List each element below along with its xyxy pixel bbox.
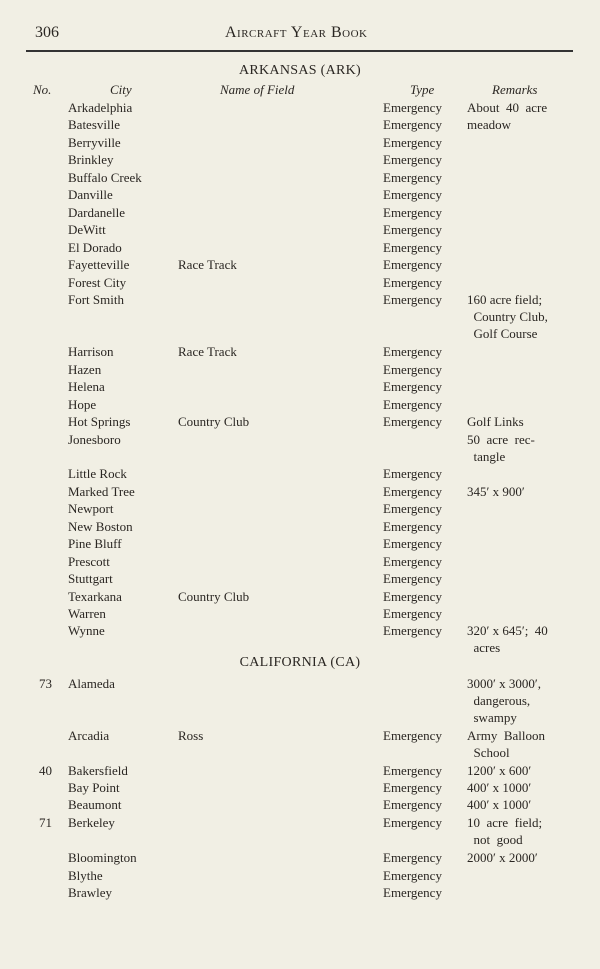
field-type: Emergency [383,484,442,499]
remarks-text: 2000′ x 2000′ [467,850,538,865]
city-name: Jonesboro [68,432,121,447]
column-header-field: Name of Field [220,82,295,97]
field-type: Emergency [383,117,442,132]
field-type: Emergency [383,606,442,621]
city-name: Berryville [68,135,121,150]
city-name: Bakersfield [68,763,128,778]
remarks-text: 345′ x 900′ [467,484,525,499]
remarks-text: meadow [467,117,512,132]
field-type: Emergency [383,780,442,795]
city-name: Dardanelle [68,205,126,220]
city-name: Harrison [68,344,114,359]
remarks-text: 50 acre rec- tangle [467,432,535,464]
city-name: Blythe [68,868,103,883]
remarks-text: 3000′ x 3000′, dangerous, swampy [467,676,541,725]
city-name: Bloomington [68,850,137,865]
city-name: Hot Springs [68,414,131,429]
city-name: Alameda [68,676,115,691]
city-name: Prescott [68,554,110,569]
city-name: Danville [68,187,113,202]
field-name: Race Track [178,344,237,359]
field-type: Emergency [383,170,442,185]
city-name: Arkadelphia [68,100,133,115]
field-type: Emergency [383,362,442,377]
city-name: Buffalo Creek [68,170,142,185]
remarks-text: 400′ x 1000′ [467,780,532,795]
page-number: 306 [35,24,59,41]
column-header-city: City [110,82,132,97]
column-header-no: No. [33,82,52,97]
field-type: Emergency [383,414,442,429]
field-type: Emergency [383,275,442,290]
field-type: Emergency [383,152,442,167]
running-head [35,24,570,46]
remarks-text: 160 acre field; Country Club, Golf Course [467,292,548,341]
column-header-remarks: Remarks [492,82,538,97]
entry-number: 71 [39,815,52,830]
city-name: Texarkana [68,589,122,604]
city-name: DeWitt [68,222,106,237]
header-rule [26,50,573,52]
city-name: Little Rock [68,466,127,481]
field-name: Country Club [178,414,250,429]
field-type: Emergency [383,763,442,778]
section-heading-arkansas: ARKANSAS (ARK) [238,63,362,78]
field-type: Emergency [383,815,442,830]
field-type: Emergency [383,519,442,534]
city-name: Beaumont [68,797,122,812]
city-name: Bay Point [68,780,120,795]
field-type: Emergency [383,466,442,481]
entry-number: 40 [39,763,52,778]
field-type: Emergency [383,571,442,586]
city-name: Batesville [68,117,120,132]
field-type: Emergency [383,501,442,516]
field-type: Emergency [383,623,442,638]
city-name: Newport [68,501,114,516]
field-name: Race Track [178,257,237,272]
remarks-text: 320′ x 645′; 40 acres [467,623,548,655]
city-name: Stuttgart [68,571,113,586]
field-type: Emergency [383,885,442,900]
field-type: Emergency [383,257,442,272]
remarks-text: Golf Links [467,414,524,429]
city-name: Berkeley [68,815,115,830]
field-type: Emergency [383,536,442,551]
remarks-text: 400′ x 1000′ [467,797,532,812]
city-name: Marked Tree [68,484,135,499]
city-name: Warren [68,606,106,621]
city-name: Brinkley [68,152,114,167]
field-type: Emergency [383,589,442,604]
remarks-text: About 40 acre [467,100,548,115]
city-name: Fayetteville [68,257,130,272]
field-type: Emergency [383,240,442,255]
city-name: Pine Bluff [68,536,122,551]
section-heading-california: CALIFORNIA (CA) [239,655,361,670]
field-name: Ross [178,728,204,743]
city-name: Hazen [68,362,102,377]
field-type: Emergency [383,397,442,412]
remarks-text: Army Balloon School [467,728,545,760]
field-type: Emergency [383,100,442,115]
city-name: El Dorado [68,240,122,255]
city-name: New Boston [68,519,133,534]
field-name: Country Club [178,589,250,604]
city-name: Wynne [68,623,105,638]
remarks-text: 10 acre field; not good [467,815,543,847]
field-type: Emergency [383,728,442,743]
field-type: Emergency [383,187,442,202]
field-type: Emergency [383,850,442,865]
entry-number: 73 [39,676,52,691]
remarks-text: 1200′ x 600′ [467,763,532,778]
field-type: Emergency [383,292,442,307]
field-type: Emergency [383,554,442,569]
field-type: Emergency [383,135,442,150]
field-type: Emergency [383,379,442,394]
book-title: Aircraft Year Book [225,24,368,41]
city-name: Forest City [68,275,127,290]
city-name: Helena [68,379,105,394]
city-name: Brawley [68,885,113,900]
field-type: Emergency [383,205,442,220]
city-name: Arcadia [68,728,110,743]
field-type: Emergency [383,797,442,812]
city-name: Fort Smith [68,292,124,307]
field-type: Emergency [383,344,442,359]
city-name: Hope [68,397,97,412]
field-type: Emergency [383,868,442,883]
field-type: Emergency [383,222,442,237]
column-header-type: Type [410,82,435,97]
